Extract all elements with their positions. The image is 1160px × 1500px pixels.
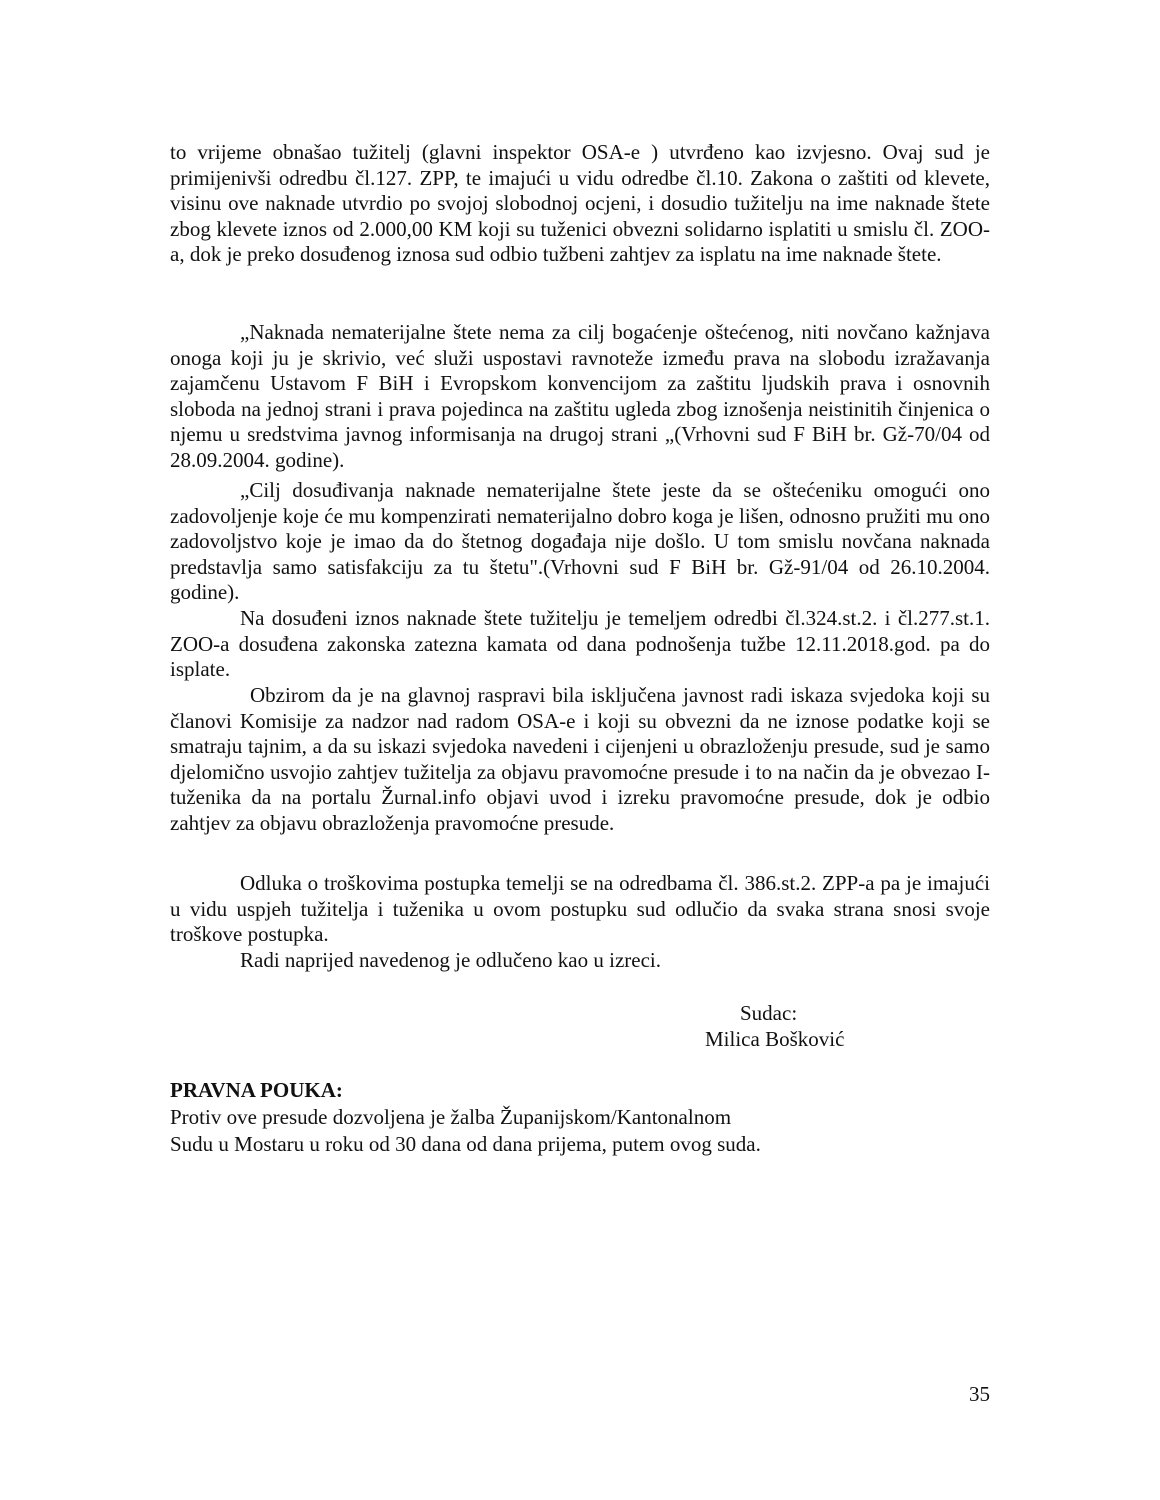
paragraph-publication: Obzirom da je na glavnoj raspravi bila isključena javnost radi iskaza svjedoka koji su članovi Komisije za nadzor nad radom OSA-e i koji su obvezni da ne iznose podatke koji se smatraju tajnim, a da su iskazi svjedoka navedeni i cijenjeni u obrazloženju presude, sud je samo djelomično usvojio zahtjev tužitelja za objavu pravomoćne presude i to na način da je obvezao I-tuženika da na portalu Žurnal.info objavi uvod i izreku pravomoćne presude, dok je odbio zahtjev za objavu obrazloženja pravomoćne presude.	[170, 683, 990, 835]
legal-notice-line-1: Protiv ove presude dozvoljena je žalba Županijskom/Kantonalnom	[170, 1105, 732, 1129]
signature-name: Milica Bošković	[705, 1027, 845, 1051]
document-page	[170, 0, 990, 1500]
paragraph-interest: Na dosuđeni iznos naknade štete tužitelju je temeljem odredbi čl.324.st.2. i čl.277.st.1. ZOO-a dosuđena zakonska zatezna kamata od dana podnošenja tužbe 12.11.2018.god. pa do isplate.	[170, 606, 990, 682]
paragraph-quote-supreme-court-2: „Cilj dosuđivanja naknade nematerijalne štete jeste da se oštećeniku omogući ono zadovoljenje koje će mu kompenzirati nematerijalno dobro koga je lišen, odnosno pružiti mu ono zadovoljstvo koje je imao da do štetnog događaja nije došlo. U tom smislu novčana naknada predstavlja samo satisfakciju za tu štetu".(Vrhovni sud F BiH br. Gž-91/04 od 26.10.2004. godine).	[170, 478, 990, 605]
paragraph-costs: Odluka o troškovima postupka temelji se na odredbama čl. 386.st.2. ZPP-a pa je imajući u vidu uspjeh tužitelja i tuženika u ovom postupku sud odlučio da svaka strana snosi svoje troškove postupka.	[170, 871, 990, 947]
signature-title: Sudac:	[740, 1001, 798, 1025]
legal-notice-line-2: Sudu u Mostaru u roku od 30 dana od dana prijema, putem ovog suda.	[170, 1132, 761, 1156]
paragraph-conclusion: Radi naprijed navedenog je odlučeno kao u izreci.	[240, 948, 662, 972]
page-number: 35	[969, 1382, 990, 1406]
legal-notice-heading: PRAVNA POUKA:	[170, 1078, 343, 1102]
paragraph-quote-supreme-court-1: „Naknada nematerijalne štete nema za cilj bogaćenje oštećenog, niti novčano kažnjava onoga koji ju je skrivio, već služi uspostavi ravnoteže između prava na slobodu izražavanja zajamčenu Ustavom F BiH i Evropskom konvencijom za zaštitu ljudskih prava i osnovnih sloboda na jednoj strani i prava pojedinca na zaštitu ugleda zbog iznošenja neistinitih činjenica o njemu u sredstvima javnog informisanja na drugoj strani „(Vrhovni sud F BiH br. Gž-70/04 od 28.09.2004. godine).	[170, 320, 990, 472]
paragraph-damages-ruling: to vrijeme obnašao tužitelj (glavni inspektor OSA-e ) utvrđeno kao izvjesno. Ovaj sud je primijenivši odredbu čl.127. ZPP, te imajući u vidu odredbe čl.10. Zakona o zaštiti od klevete, visinu ove naknade utvrdio po svojoj slobodnoj ocjeni, i dosudio tužitelju na ime naknade štete zbog klevete iznos od 2.000,00 KM koji su tuženici obvezni solidarno isplatiti u smislu čl. ZOO-a, dok je preko dosuđenog iznosa sud odbio tužbeni zahtjev za isplatu na ime naknade štete.	[170, 140, 990, 267]
